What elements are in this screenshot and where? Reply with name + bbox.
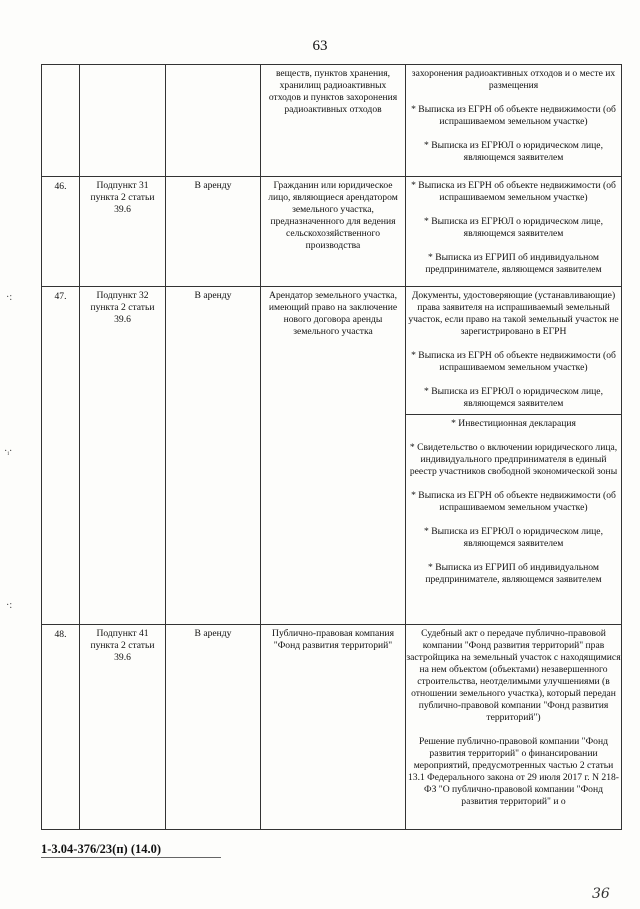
row-number-cell: [42, 65, 80, 177]
right-type-cell: В аренду: [166, 177, 261, 287]
right-type-cell: [166, 65, 261, 177]
documents-cell: [406, 177, 622, 287]
table-row: [42, 65, 622, 177]
document-item: * Выписка из ЕГРН об объекте недвижимости (об испрашиваемом земельном участке): [411, 104, 616, 127]
documents-block: [406, 414, 621, 586]
table-row: [42, 177, 622, 287]
documents-cell: [406, 287, 622, 625]
document-item: * Выписка из ЕГРИП об индивидуальном предпринимателе, являющемся заявителем: [425, 562, 602, 585]
applicant-cell: Арендатор земельного участка, имеющий право на заключение нового договора аренды земельного участка: [261, 287, 406, 625]
applicant-cell: Публично-правовая компания "Фонд развития территорий": [261, 625, 406, 830]
legal-basis-cell: Подпункт 41 пункта 2 статьи 39.6: [80, 625, 166, 830]
row-number-cell: 46.: [42, 177, 80, 287]
page-number: 63: [312, 38, 328, 54]
footer-divider: [41, 857, 221, 858]
right-type-cell: В аренду: [166, 287, 261, 625]
document-item: * Выписка из ЕГРИП об индивидуальном предпринимателе, являющемся заявителем: [425, 252, 602, 275]
document-item: Судебный акт о передаче публично-правовой компании "Фонд развития территорий" прав застройщика на земельный участок с находящимися на нем объектом (объектами) незавершенного строительства, неотделимыми улучшениями (в отношении земельного участка), который передан публично-правовой компании "Фонд развития территорий"): [406, 628, 621, 723]
row-number-cell: 47.: [42, 287, 80, 625]
applicant-cell: веществ, пунктов хранения, хранилищ радиоактивных отходов и пунктов захоронения радиоактивных отходов: [261, 65, 406, 177]
document-item: * Выписка из ЕГРЮЛ о юридическом лице, являющемся заявителем: [424, 526, 603, 549]
margin-mark: ·:: [6, 292, 13, 303]
documents-block: [406, 625, 621, 808]
documents-cell: [406, 65, 622, 177]
document-item: Решение публично-правовой компании "Фонд развития территорий" о финансировании мероприятий, предусмотренных частью 2 статьи 13.1 Федерального закона от 29 июля 2017 г. N 218-ФЗ "О публично-правовой компании "Фонд развития территорий" и о: [407, 736, 620, 807]
document-item: * Выписка из ЕГРЮЛ о юридическом лице, являющемся заявителем: [424, 386, 603, 409]
right-type-cell: В аренду: [166, 625, 261, 830]
documents-block: [406, 287, 621, 410]
footer-document-code: 1-3.04-376/23(п) (14.0): [41, 842, 162, 856]
document-item: * Выписка из ЕГРН об объекте недвижимости (об испрашиваемом земельном участке): [411, 350, 616, 373]
handwritten-page-number: 36: [592, 886, 610, 902]
documents-block: [406, 65, 621, 164]
documents-block: [406, 177, 621, 276]
legal-basis-cell: [80, 65, 166, 177]
applicant-cell: Гражданин или юридическое лицо, являющиеся арендатором земельного участка, предназначенного для ведения сельскохозяйственного производства: [261, 177, 406, 287]
document-item: * Свидетельство о включении юридического лица, индивидуального предпринимателя в единый реестр участников свободной экономической зоны: [409, 442, 618, 477]
legal-basis-cell: Подпункт 32 пункта 2 статьи 39.6: [80, 287, 166, 625]
document-item: Документы, удостоверяющие (устанавливающие) права заявителя на испрашиваемый земельный участок, если право на такой земельный участок не зарегистрировано в ЕГРН: [408, 290, 619, 337]
table-row: [42, 625, 622, 830]
margin-mark: ·ᵢ·: [4, 446, 13, 457]
documents-table: [41, 64, 622, 830]
document-item: * Инвестиционная декларация: [451, 418, 576, 429]
row-number-cell: 48.: [42, 625, 80, 830]
table-row: [42, 287, 622, 625]
legal-basis-cell: Подпункт 31 пункта 2 статьи 39.6: [80, 177, 166, 287]
documents-cell: [406, 625, 622, 830]
document-item: * Выписка из ЕГРЮЛ о юридическом лице, являющемся заявителем: [424, 140, 603, 163]
document-item: захоронения радиоактивных отходов и о месте их размещения: [411, 68, 616, 91]
document-item: * Выписка из ЕГРЮЛ о юридическом лице, являющемся заявителем: [424, 216, 603, 239]
document-item: * Выписка из ЕГРН об объекте недвижимости (об испрашиваемом земельном участке): [411, 490, 616, 513]
table-body: [42, 65, 622, 830]
document-item: * Выписка из ЕГРН об объекте недвижимости (об испрашиваемом земельном участке): [411, 180, 616, 203]
margin-mark: ·:: [6, 600, 13, 611]
